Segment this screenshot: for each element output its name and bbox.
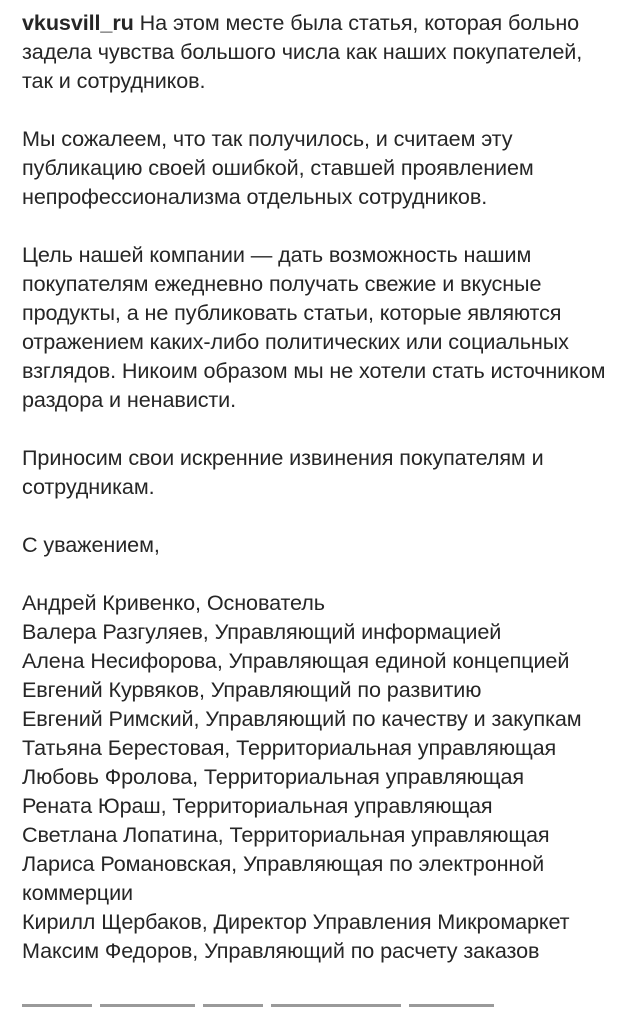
caption-intro — [22, 8, 612, 95]
caption-closing: С уважением, — [22, 532, 160, 557]
username-link[interactable]: vkusvill_ru — [22, 10, 134, 35]
signature-line: Татьяна Берестовая, Территориальная управляющая — [22, 735, 557, 760]
signature-line: Светлана Лопатина, Территориальная управляющая — [22, 822, 550, 847]
signature-line: Лариса Романовская, Управляющая по электронной коммерции — [22, 851, 545, 905]
signature-line: Алена Несифорова, Управляющая единой концепцией — [22, 648, 570, 673]
signature-line: Андрей Кривенко, Основатель — [22, 590, 325, 615]
caption-paragraph-1: На этом месте была статья, которая больно задела чувства большого числа как наших покупателей, так и сотрудников. — [22, 10, 583, 93]
caption-paragraph-3: Цель нашей компании — дать возможность нашим покупателям ежедневно получать свежие и вкусные продукты, а не публиковать статьи, которые являются отражением каких-либо политических или социальных взглядов. Никоим образом мы не хотели стать источником раздора и ненависти. — [22, 242, 606, 412]
signature-line: Максим Федоров, Управляющий по расчету заказов — [22, 938, 540, 963]
caption-paragraph-4: Приносим свои искренние извинения покупателям и сотрудникам. — [22, 445, 544, 499]
signature-line: Рената Юраш, Территориальная управляющая — [22, 793, 493, 818]
signature-line: Валера Разгуляев, Управляющий информацией — [22, 619, 502, 644]
signature-line: Любовь Фролова, Территориальная управляющая — [22, 764, 524, 789]
signature-list — [22, 588, 612, 965]
signature-line: Евгений Римский, Управляющий по качеству и закупкам — [22, 706, 582, 731]
signature-line: Кирилл Щербаков, Директор Управления Микромаркет — [22, 909, 570, 934]
cut-off-text-line — [22, 1004, 582, 1014]
signature-line: Евгений Курвяков, Управляющий по развитию — [22, 677, 482, 702]
post-caption — [22, 8, 612, 965]
caption-paragraph-2: Мы сожалеем, что так получилось, и считаем эту публикацию своей ошибкой, ставшей проявлением непрофессионализма отдельных сотрудников. — [22, 126, 534, 209]
